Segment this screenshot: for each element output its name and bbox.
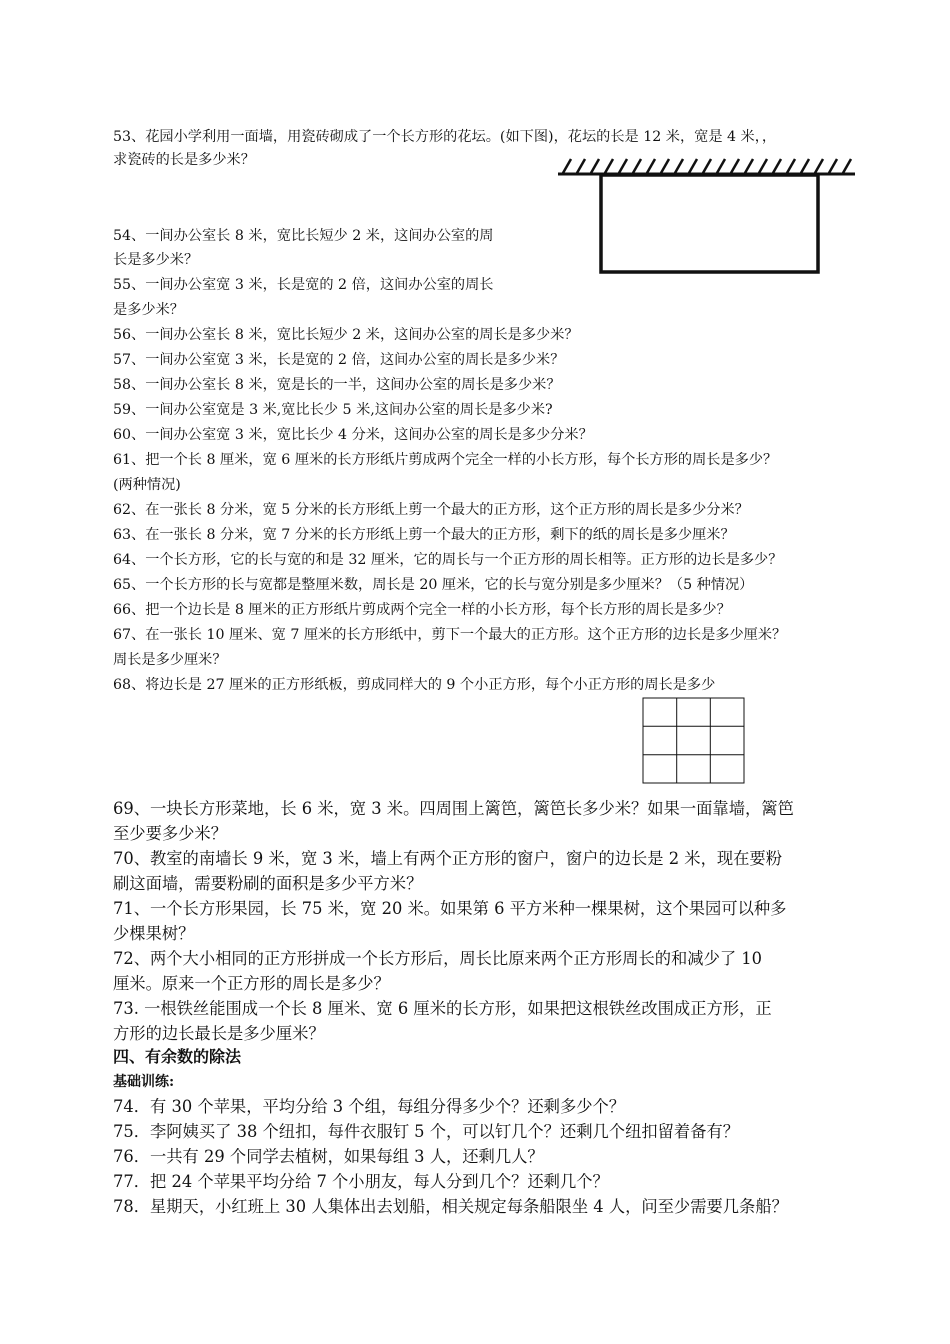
problem-71-line-2: 少棵果树？	[113, 924, 195, 943]
problem-56: 56、一间办公室长 8 米，宽比长短少 2 米，这间办公室的周长是多少米？	[113, 327, 579, 343]
problem-69-line-2: 至少要多少米？	[113, 824, 227, 843]
problem-65: 65、一个长方形的长与宽都是整厘米数，周长是 20 厘米，它的长与宽分别是多少厘米？（5 种情况）	[113, 577, 754, 593]
problem-76: 76．一共有 29 个同学去植树，如果每组 3 人，还剩几人？	[113, 1147, 544, 1166]
flower-bed-rectangle	[601, 175, 818, 272]
problem-73-line-1: 73. 一根铁丝能围成一个长 8 厘米、宽 6 厘米的长方形，如果把这根铁丝改围成正方形，正	[113, 999, 772, 1018]
problem-61-line-2: (两种情况)	[113, 477, 181, 493]
problem-72-line-1: 72、两个大小相同的正方形拼成一个长方形后，周长比原来两个正方形周长的和减少了 10	[113, 949, 763, 968]
problem-70-line-1: 70、教室的南墙长 9 米，宽 3 米，墙上有两个正方形的窗户，窗户的边长是 2 米，现在要粉	[113, 849, 782, 868]
problem-54-line-1: 54、一间办公室长 8 米，宽比长短少 2 米，这间办公室的周	[113, 228, 494, 244]
problem-60: 60、一间办公室宽 3 米，宽比长少 4 分米，这间办公室的周长是多少分米？	[113, 427, 593, 443]
nine-squares-grid	[642, 697, 746, 785]
problem-63: 63、在一张长 8 分米，宽 7 分米的长方形纸上剪一个最大的正方形，剩下的纸的周长是多少厘米？	[113, 527, 735, 543]
problem-70-line-2: 刷这面墙，需要粉刷的面积是多少平方米？	[113, 874, 423, 893]
problem-54-line-2: 长是多少米？	[113, 252, 199, 268]
problem-55-line-2: 是多少米？	[113, 302, 184, 318]
flower-bed-diagram	[553, 155, 863, 285]
problem-58: 58、一间办公室长 8 米，宽是长的一半，这间办公室的周长是多少米？	[113, 377, 561, 393]
problem-78: 78．星期天，小红班上 30 人集体出去划船，相关规定每条船限坐 4 人，问至少需要几条船？	[113, 1197, 788, 1216]
wall-hatching	[563, 159, 851, 173]
problem-67-line-1: 67、在一张长 10 厘米、宽 7 厘米的长方形纸中，剪下一个最大的正方形。这个正方形的边长是多少厘米？	[113, 627, 787, 643]
problem-53-line-1: 53、花园小学利用一面墙，用瓷砖砌成了一个长方形的花坛。(如下图)，花坛的长是 12 米，宽是 4 米，，	[113, 129, 777, 145]
subsection-title: 基础训练:	[113, 1074, 175, 1090]
problem-59: 59、一间办公室宽是 3 米,宽比长少 5 米,这间办公室的周长是多少米?	[113, 402, 553, 418]
problem-67-line-2: 周长是多少厘米？	[113, 652, 227, 668]
problem-71-line-1: 71、一个长方形果园，长 75 米，宽 20 米。如果第 6 平方米种一棵果树，这个果园可以种多	[113, 899, 787, 918]
problem-55-line-1: 55、一间办公室宽 3 米，长是宽的 2 倍，这间办公室的周长	[113, 277, 494, 293]
problem-66: 66、把一个边长是 8 厘米的正方形纸片剪成两个完全一样的小长方形，每个长方形的周长是多少？	[113, 602, 731, 618]
section-title: 四、有余数的除法	[113, 1047, 242, 1066]
problem-68: 68、将边长是 27 厘米的正方形纸板，剪成同样大的 9 个小正方形，每个小正方形的周长是多少	[113, 677, 716, 693]
problem-73-line-2: 方形的边长最长是多少厘米？	[113, 1024, 325, 1043]
problem-57: 57、一间办公室宽 3 米，长是宽的 2 倍，这间办公室的周长是多少米？	[113, 352, 565, 368]
problem-61-line-1: 61、把一个长 8 厘米，宽 6 厘米的长方形纸片剪成两个完全一样的小长方形，每个长方形的周长是多少？	[113, 452, 778, 468]
problem-62: 62、在一张长 8 分米，宽 5 分米的长方形纸上剪一个最大的正方形，这个正方形的周长是多少分米？	[113, 502, 749, 518]
problem-53-line-2: 求瓷砖的长是多少米？	[113, 152, 255, 168]
problem-77: 77．把 24 个苹果平均分给 7 个小朋友，每人分到几个？还剩几个？	[113, 1172, 609, 1191]
problem-69-line-1: 69、一块长方形菜地，长 6 米，宽 3 米。四周围上篱笆，篱笆长多少米？如果一面靠墙，篱笆	[113, 799, 794, 818]
problem-64: 64、一个长方形，它的长与宽的和是 32 厘米，它的周长与一个正方形的周长相等。正方形的边长是多少？	[113, 552, 783, 568]
problem-72-line-2: 厘米。原来一个正方形的周长是多少？	[113, 974, 390, 993]
problem-74: 74．有 30 个苹果，平均分给 3 个组，每组分得多少个？还剩多少个？	[113, 1097, 626, 1116]
problem-75: 75．李阿姨买了 38 个纽扣，每件衣服钉 5 个，可以钉几个？还剩几个纽扣留着备有？	[113, 1122, 740, 1141]
